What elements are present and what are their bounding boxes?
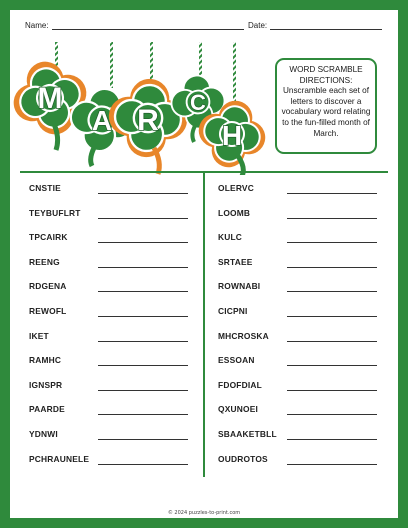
word-item — [29, 329, 209, 354]
answer-blank[interactable] — [98, 218, 188, 219]
hanging-string — [199, 42, 202, 78]
name-line — [52, 20, 244, 30]
title-letter-r: R — [137, 104, 159, 137]
word-item — [218, 353, 398, 378]
scrambled-word: TEYBUFLRT — [29, 207, 81, 218]
answer-blank[interactable] — [98, 464, 188, 465]
word-item — [218, 230, 398, 255]
name-field[interactable] — [25, 20, 244, 30]
answer-blank[interactable] — [98, 390, 188, 391]
scrambled-word: PAARDE — [29, 404, 65, 415]
answer-blank[interactable] — [98, 316, 188, 317]
scrambled-word: REENG — [29, 256, 60, 267]
scrambled-word: PCHRAUNELE — [29, 453, 90, 464]
answer-blank[interactable] — [287, 390, 377, 391]
word-list-left — [29, 181, 209, 476]
scrambled-word: TPCAIRK — [29, 232, 68, 243]
hanging-string — [55, 42, 58, 68]
scrambled-word: OUDROTOS — [218, 453, 268, 464]
word-item — [29, 230, 209, 255]
word-item — [218, 452, 398, 477]
scrambled-word: SRTAEE — [218, 256, 253, 267]
scrambled-word: KULC — [218, 232, 243, 243]
scrambled-word: ROWNABI — [218, 281, 261, 292]
word-item — [218, 427, 398, 452]
answer-blank[interactable] — [98, 341, 188, 342]
answer-blank[interactable] — [98, 267, 188, 268]
title-letter-c: C — [190, 90, 206, 115]
scrambled-word: IKET — [29, 330, 49, 341]
march-title-banner — [12, 40, 276, 175]
scrambled-word: QXUNOEI — [218, 404, 259, 415]
word-item — [29, 304, 209, 329]
scrambled-word: FDOFDIAL — [218, 379, 262, 390]
word-item — [29, 279, 209, 304]
answer-blank[interactable] — [98, 193, 188, 194]
date-label: Date: — [248, 21, 268, 30]
word-item — [218, 402, 398, 427]
answer-blank[interactable] — [287, 464, 377, 465]
scrambled-word: CICPNI — [218, 305, 248, 316]
word-item — [218, 181, 398, 206]
scrambled-word: SBAAKETBLL — [218, 428, 277, 439]
answer-blank[interactable] — [287, 193, 377, 194]
answer-blank[interactable] — [287, 414, 377, 415]
scrambled-word: RAMHC — [29, 355, 62, 366]
answer-blank[interactable] — [287, 341, 377, 342]
scrambled-word: CNSTIE — [29, 183, 61, 193]
name-label: Name: — [25, 21, 49, 30]
directions-heading: WORD SCRAMBLE DIRECTIONS: — [289, 65, 363, 85]
answer-blank[interactable] — [98, 439, 188, 440]
answer-blank[interactable] — [98, 291, 188, 292]
word-item — [218, 378, 398, 403]
word-item — [218, 255, 398, 280]
word-list-right — [218, 181, 398, 476]
answer-blank[interactable] — [287, 316, 377, 317]
answer-blank[interactable] — [98, 365, 188, 366]
date-line — [270, 20, 382, 30]
scrambled-word: REWOFL — [29, 305, 67, 316]
hanging-string — [110, 42, 113, 88]
answer-blank[interactable] — [287, 242, 377, 243]
word-item — [29, 378, 209, 403]
answer-blank[interactable] — [287, 267, 377, 268]
hanging-string — [233, 42, 236, 104]
scrambled-word: YDNWI — [29, 428, 58, 439]
answer-blank[interactable] — [98, 242, 188, 243]
answer-blank[interactable] — [287, 365, 377, 366]
title-letter-h: H — [221, 120, 243, 151]
word-item — [29, 255, 209, 280]
answer-blank[interactable] — [287, 218, 377, 219]
word-item — [29, 402, 209, 427]
copyright-footer: © 2024 puzzles-to-print.com — [167, 510, 241, 516]
scrambled-word: ESSOAN — [218, 355, 255, 366]
date-field[interactable] — [248, 20, 382, 30]
answer-blank[interactable] — [98, 414, 188, 415]
scrambled-word: RDGENA — [29, 281, 67, 292]
directions-text: Unscramble each set of letters to discover a vocabulary word relating to the fun-filled month of March. — [281, 86, 371, 138]
word-item — [29, 452, 209, 477]
word-item — [218, 279, 398, 304]
scrambled-word: OLERVC — [218, 183, 254, 193]
word-item — [218, 329, 398, 354]
hanging-string — [150, 42, 153, 84]
title-letter-a: A — [91, 105, 113, 136]
answer-blank[interactable] — [287, 291, 377, 292]
directions-box — [275, 58, 377, 154]
scrambled-word: MHCROSKA — [218, 330, 269, 341]
title-letter-m: M — [37, 82, 63, 115]
word-item — [218, 206, 398, 231]
word-item — [29, 427, 209, 452]
word-item — [29, 353, 209, 378]
scrambled-word: LOOMB — [218, 207, 251, 218]
word-item — [29, 181, 209, 206]
answer-blank[interactable] — [287, 439, 377, 440]
word-item — [218, 304, 398, 329]
scrambled-word: IGNSPR — [29, 379, 63, 390]
word-item — [29, 206, 209, 231]
